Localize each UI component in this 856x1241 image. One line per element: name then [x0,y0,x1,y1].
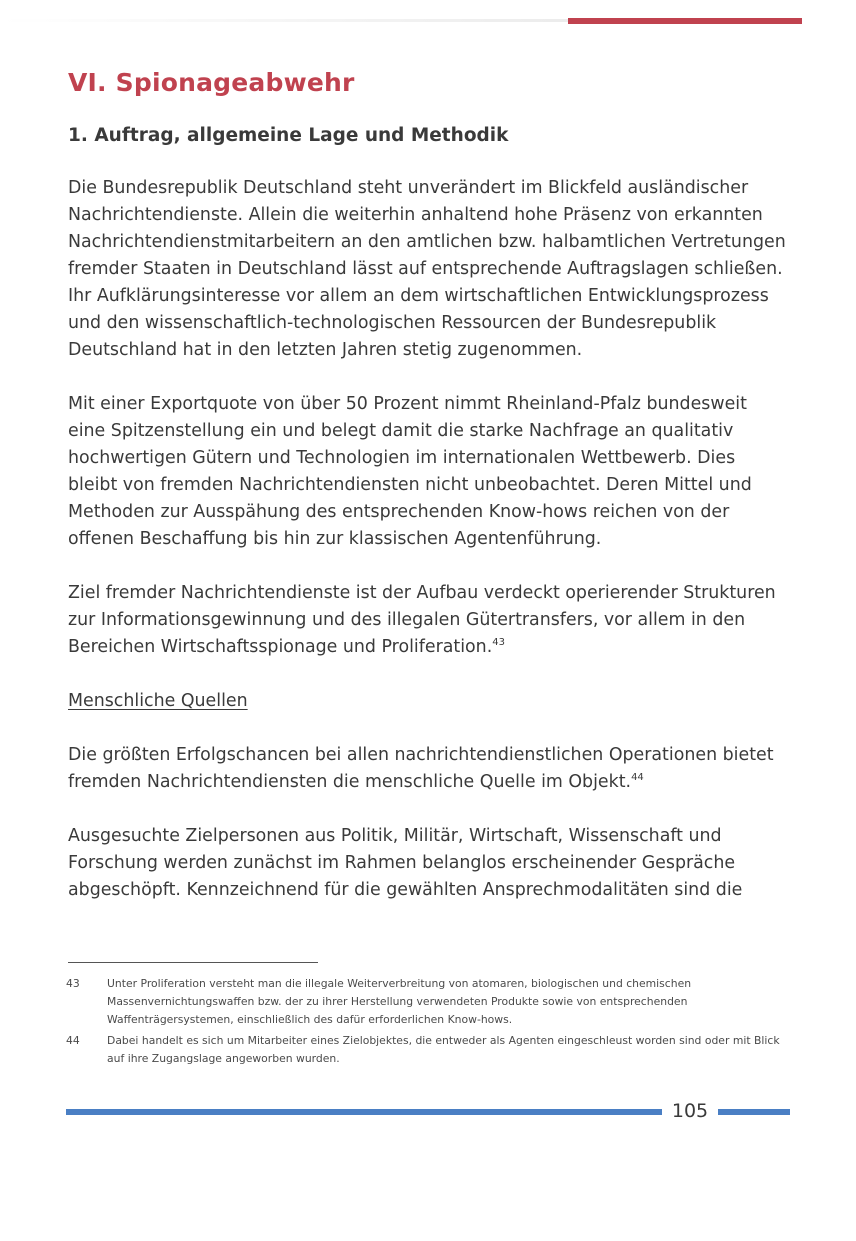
footnote-43 [66,975,780,1029]
paragraph-3-text: Ziel fremder Nachrichtendienste ist der Aufbau verdeckt operierender Strukturen zur Informationsgewinnung und des illegalen Gütertransfers, vor allem in den Bereichen Wirtschaftsspionage und Proliferation. [68,583,776,657]
main-content [68,58,788,904]
bottom-accent-bar-left [66,1109,662,1115]
paragraph-5: Ausgesuchte Zielpersonen aus Politik, Militär, Wirtschaft, Wissenschaft und Forschung werden zunächst im Rahmen belanglos erscheinender Gespräche abgeschöpft. Kennzeichnend für die gewählten Ansprechmodalitäten sind die [68,826,743,900]
chapter-title: VI. Spionageabwehr [68,68,355,97]
bottom-accent-bar-right [718,1109,790,1115]
footnotes [66,975,780,1071]
page-number: 105 [671,1100,709,1122]
paragraph-3 [68,580,788,661]
footnote-text: Unter Proliferation versteht man die illegale Weiterverbreitung von atomaren, biologischen und chemischen Massenvernichtungswaffen bzw. der zu ihrer Herstellung verwendeten Produkte sowie von entsprechenden Waffenträgersystemen, einschließlich des dafür erforderlichen Know-hows. [107,977,692,1026]
paragraph-4 [68,742,788,796]
footnote-text: Dabei handelt es sich um Mitarbeiter eines Zielobjektes, die entweder als Agenten eingeschleust worden sind oder mit Blick auf ihre Zugangslage angeworben wurden. [107,1034,780,1065]
footnote-divider [68,962,318,963]
section-title: 1. Auftrag, allgemeine Lage und Methodik [68,125,509,146]
footnote-ref-43[interactable]: 43 [492,637,505,649]
footnote-number: 43 [66,977,80,990]
paragraph-1: Die Bundesrepublik Deutschland steht unverändert im Blickfeld ausländischer Nachrichtendienste. Allein die weiterhin anhaltend hohe Präsenz von erkannten Nachrichtendienstmitarbeitern an den amtlichen bzw. halbamtlichen Vertretungen fremder Staaten in Deutschland lässt auf entsprechende Auftragslagen schließen. Ihr Aufklärungsinteresse vor allem an dem wirtschaftlichen Entwicklungsprozess und den wissenschaftlich-technologischen Ressourcen der Bundesrepublik Deutschland hat in den letzten Jahren stetig zugenommen. [68,178,786,360]
footnote-44 [66,1032,780,1068]
paragraph-4-text: Die größten Erfolgschancen bei allen nachrichtendienstlichen Operationen bietet fremden Nachrichtendiensten die menschliche Quelle im Objekt. [68,745,774,792]
paragraph-2: Mit einer Exportquote von über 50 Prozent nimmt Rheinland-Pfalz bundesweit eine Spitzenstellung ein und belegt damit die starke Nachfrage an qualitativ hochwertigen Gütern und Technologien im internationalen Wettbewerb. Dies bleibt von fremden Nachrichtendiensten nicht unbeobachtet. Deren Mittel und Methoden zur Ausspähung des entsprechenden Know-hows reichen von der offenen Beschaffung bis hin zur klassischen Agentenführung. [68,394,752,549]
footnote-number: 44 [66,1034,80,1047]
subheading-menschliche-quellen: Menschliche Quellen [68,691,248,711]
top-accent-rule [568,18,802,24]
footnote-ref-44[interactable]: 44 [631,772,644,784]
top-rule-faint [0,19,568,22]
